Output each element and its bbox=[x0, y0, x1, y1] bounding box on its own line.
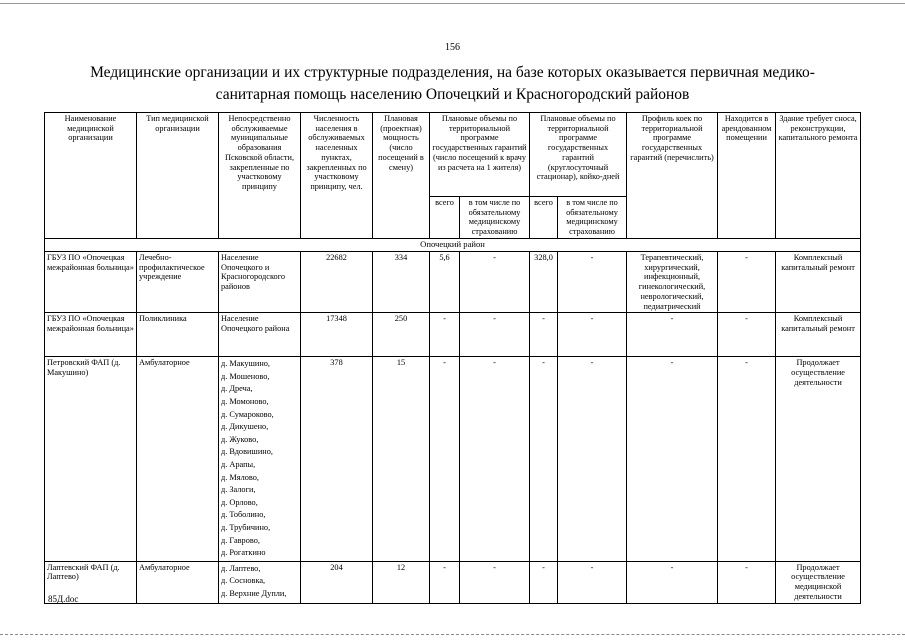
village-item: д. Верхние Дупли, bbox=[221, 588, 287, 598]
header-visits-total: всего bbox=[430, 197, 460, 239]
table-row bbox=[45, 313, 861, 357]
cell-capacity: 250 bbox=[373, 313, 430, 357]
cell-beds-total: - bbox=[530, 357, 558, 562]
header-beds-total: всего bbox=[530, 197, 558, 239]
page-title bbox=[40, 62, 865, 106]
village-item: д. Вдовишино, bbox=[221, 447, 273, 457]
village-item: д. Жуково, bbox=[221, 434, 259, 444]
cell-served: Население Опочецкого и Красногородского районов bbox=[219, 252, 301, 313]
header-rented: Находится в арендованном помещении bbox=[718, 113, 776, 239]
page-number: 156 bbox=[445, 42, 460, 53]
cell-repair: Продолжает осуществление медицинской деятельности bbox=[776, 561, 861, 603]
village-item: д. Рогаткино bbox=[221, 548, 266, 558]
village-item: д. Трубичино, bbox=[221, 522, 271, 532]
village-item: д. Дреча, bbox=[221, 384, 253, 394]
cell-profile: Терапевтический, хирургический, инфекционный, гинекологический, неврологический, педиатрический bbox=[627, 252, 718, 313]
village-item: д. Дикушено, bbox=[221, 422, 269, 432]
cell-population: 378 bbox=[301, 357, 373, 562]
village-item: д. Тоболино, bbox=[221, 510, 266, 520]
cell-served-villages bbox=[219, 561, 301, 603]
cell-name: ГБУЗ ПО «Опочецкая межрайонная больница» bbox=[45, 252, 137, 313]
cell-beds-oms: - bbox=[558, 357, 627, 562]
village-item: д. Арапы, bbox=[221, 459, 256, 469]
village-item: д. Лаптево, bbox=[221, 563, 261, 573]
organizations-table bbox=[44, 112, 861, 604]
cell-beds-total: 328,0 bbox=[530, 252, 558, 313]
village-item: д. Залоги, bbox=[221, 485, 256, 495]
header-bed-profile: Профиль коек по территориальной программе государственных гарантий (перечислить) bbox=[627, 113, 718, 239]
cell-beds-total: - bbox=[530, 313, 558, 357]
cell-repair: Продолжает осуществление деятельности bbox=[776, 357, 861, 562]
cell-visits-oms: - bbox=[460, 252, 530, 313]
village-item: д. Мялово, bbox=[221, 472, 259, 482]
cell-population: 204 bbox=[301, 561, 373, 603]
cell-profile: - bbox=[627, 357, 718, 562]
header-repair: Здание требует сноса, реконструкции, капитального ремонта bbox=[776, 113, 861, 239]
cell-visits-oms: - bbox=[460, 561, 530, 603]
cell-capacity: 15 bbox=[373, 357, 430, 562]
cell-visits-total: - bbox=[430, 357, 460, 562]
header-served: Непосредственно обслуживаемые муниципальные образования Псковской области, закрепленные по участковому принципу bbox=[219, 113, 301, 239]
section-title: Опочецкий район bbox=[45, 239, 861, 252]
village-item: д. Мошеново, bbox=[221, 371, 270, 381]
cell-served: Население Опочецкого района bbox=[219, 313, 301, 357]
village-item: д. Момоново, bbox=[221, 397, 269, 406]
cell-rented: - bbox=[718, 252, 776, 313]
title-line-2: санитарная помощь населению Опочецкий и Красногородский районов bbox=[215, 86, 690, 103]
header-visits-oms: в том числе по обязательному медицинскому страхованию bbox=[460, 197, 530, 239]
section-row bbox=[45, 239, 861, 252]
cell-profile: - bbox=[627, 313, 718, 357]
cell-population: 17348 bbox=[301, 313, 373, 357]
cell-rented: - bbox=[718, 357, 776, 562]
header-type: Тип медицинской организации bbox=[137, 113, 219, 239]
cell-visits-oms: - bbox=[460, 313, 530, 357]
cell-type: Амбулаторное bbox=[137, 561, 219, 603]
cell-name: ГБУЗ ПО «Опочецкая межрайонная больница» bbox=[45, 313, 137, 357]
header-capacity: Плановая (проектная) мощность (число посещений в смену) bbox=[373, 113, 430, 239]
cell-rented: - bbox=[718, 561, 776, 603]
cell-capacity: 334 bbox=[373, 252, 430, 313]
header-tpgg-beds: Плановые объемы по территориальной программе государственных гарантий (круглосуточный стационар), койко-дней bbox=[530, 113, 627, 197]
file-name-footer: 85Д.doc bbox=[48, 594, 79, 604]
cell-visits-oms: - bbox=[460, 357, 530, 562]
table-row bbox=[45, 561, 861, 603]
cell-visits-total: 5,6 bbox=[430, 252, 460, 313]
cell-rented: - bbox=[718, 313, 776, 357]
village-item: д. Макушино, bbox=[221, 359, 270, 369]
header-tpgg-visits: Плановые объемы по территориальной программе государственных гарантий (число посещений к врачу из расчета на 1 жителя) bbox=[430, 113, 530, 197]
scan-edge-bottom bbox=[0, 634, 905, 635]
village-item: д. Орлово, bbox=[221, 497, 258, 507]
title-line-1: Медицинские организации и их структурные подразделения, на базе которых оказывается первичная медико- bbox=[90, 64, 815, 81]
cell-type: Лечебно-профилактическое учреждение bbox=[137, 252, 219, 313]
cell-beds-oms: - bbox=[558, 252, 627, 313]
header-name: Наименование медицинской организации bbox=[45, 113, 137, 239]
cell-repair: Комплексный капитальный ремонт bbox=[776, 313, 861, 357]
village-item: д. Гаврово, bbox=[221, 535, 260, 545]
cell-name: Лаптевский ФАП (д. Лаптево) bbox=[45, 561, 137, 603]
cell-type: Поликлиника bbox=[137, 313, 219, 357]
village-item: д. Сумароково, bbox=[221, 409, 274, 419]
cell-name: Петровский ФАП (д. Макушино) bbox=[45, 357, 137, 562]
village-item: д. Сосновка, bbox=[221, 576, 266, 586]
cell-profile: - bbox=[627, 561, 718, 603]
header-population: Численность населения в обслуживаемых населенных пунктах, закрепленных по участковому принципу, чел. bbox=[301, 113, 373, 239]
cell-type: Амбулаторное bbox=[137, 357, 219, 562]
cell-visits-total: - bbox=[430, 561, 460, 603]
cell-population: 22682 bbox=[301, 252, 373, 313]
cell-capacity: 12 bbox=[373, 561, 430, 603]
cell-beds-oms: - bbox=[558, 561, 627, 603]
cell-beds-total: - bbox=[530, 561, 558, 603]
cell-visits-total: - bbox=[430, 313, 460, 357]
cell-served-villages bbox=[219, 357, 301, 562]
table-row bbox=[45, 357, 861, 562]
scan-edge-top bbox=[0, 3, 905, 4]
table-row bbox=[45, 252, 861, 313]
cell-repair: Комплексный капитальный ремонт bbox=[776, 252, 861, 313]
cell-beds-oms: - bbox=[558, 313, 627, 357]
header-beds-oms: в том числе по обязательному медицинскому страхованию bbox=[558, 197, 627, 239]
